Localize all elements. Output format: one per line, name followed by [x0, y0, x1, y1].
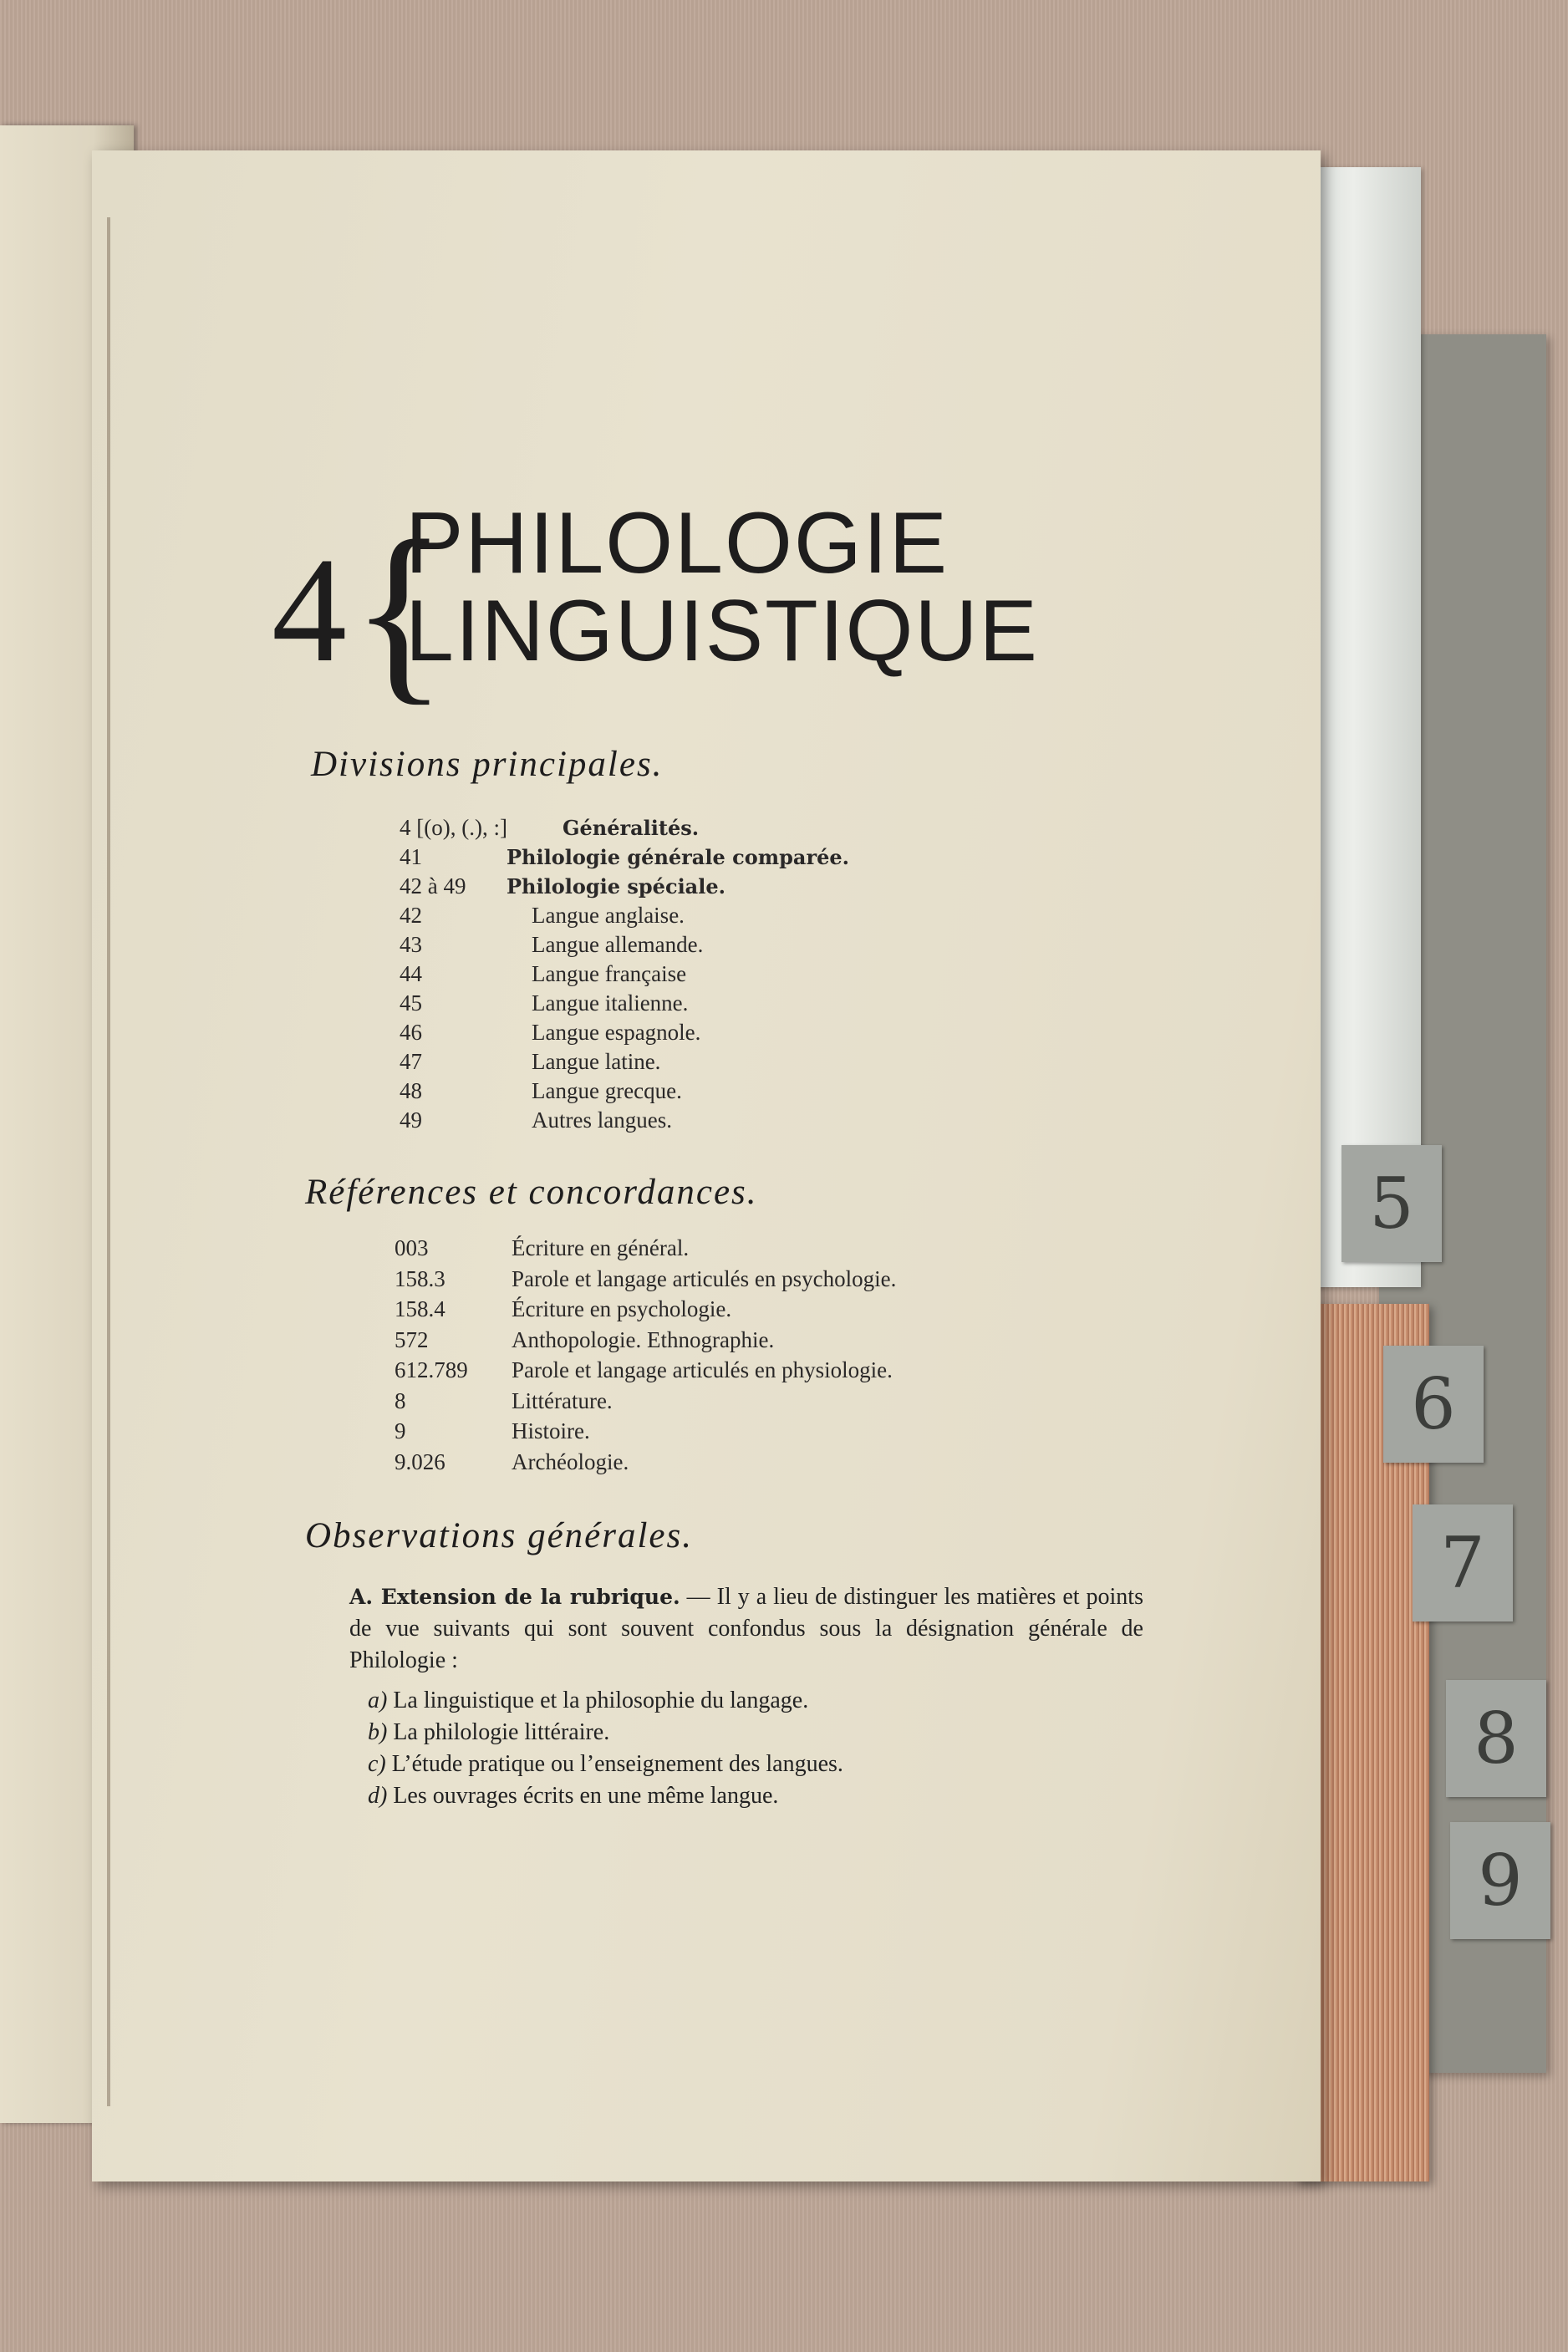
division-code: 45 [400, 990, 422, 1016]
thumb-tab-6[interactable]: 6 [1383, 1346, 1484, 1463]
reference-label: Littérature. [512, 1387, 613, 1413]
divisions-heading: Divisions principales. [311, 745, 664, 784]
thumb-tab-7[interactable]: 7 [1413, 1504, 1513, 1621]
observation-item: d) Les ouvrages écrits en une même langue. [368, 1783, 779, 1809]
observation-items [368, 1685, 843, 1812]
division-row [400, 1020, 700, 1046]
book-page [92, 150, 1321, 2181]
observation-item: c) L’étude pratique ou l’enseignement des langues. [368, 1751, 843, 1777]
division-row [400, 815, 699, 841]
reference-row [395, 1266, 896, 1292]
page-gutter [107, 217, 110, 2106]
reference-label: Écriture en psychologie. [512, 1296, 732, 1321]
reference-label: Écriture en général. [512, 1235, 690, 1260]
division-code: 4 [(o), (.), :] [400, 815, 507, 840]
division-row [400, 990, 688, 1016]
division-label: Autres langues. [532, 1107, 672, 1133]
reference-row [395, 1388, 613, 1414]
division-label: Langue anglaise. [532, 903, 685, 928]
division-row [400, 1078, 682, 1104]
reference-label: Histoire. [512, 1418, 590, 1443]
observation-lead: A. Extension de la rubrique. [349, 1585, 680, 1609]
thumb-tab-5[interactable]: 5 [1341, 1145, 1442, 1262]
reference-code: 9.026 [395, 1448, 445, 1474]
division-row [400, 961, 686, 987]
reference-label: Parole et langage articulés en physiologie. [512, 1357, 893, 1382]
references-heading: Références et concordances. [305, 1173, 758, 1212]
division-label: Philologie spéciale. [507, 874, 725, 899]
division-code: 43 [400, 932, 422, 957]
division-label: Langue allemande. [532, 932, 704, 957]
division-label: Langue italienne. [532, 990, 689, 1016]
division-row [400, 903, 685, 929]
observation-item: a) La linguistique et la philosophie du langage. [368, 1688, 809, 1713]
reference-code: 158.3 [395, 1265, 445, 1291]
reference-row [395, 1327, 774, 1353]
reference-row [395, 1296, 731, 1322]
division-code: 46 [400, 1020, 422, 1045]
division-label: Langue grecque. [532, 1078, 682, 1103]
observation-item: b) La philologie littéraire. [368, 1719, 610, 1745]
division-row [400, 932, 703, 958]
division-label: Langue espagnole. [532, 1020, 701, 1045]
reference-code: 003 [395, 1235, 429, 1260]
reference-row [395, 1235, 689, 1261]
division-row [400, 1107, 672, 1133]
division-row [400, 873, 725, 899]
division-code: 44 [400, 961, 422, 986]
division-row [400, 844, 849, 870]
reference-row [395, 1357, 893, 1383]
thumb-tab-9[interactable]: 9 [1450, 1822, 1550, 1939]
division-code: 41 [400, 844, 422, 869]
division-code: 48 [400, 1078, 422, 1103]
reference-row [395, 1418, 590, 1444]
division-code: 47 [400, 1049, 422, 1074]
division-code: 42 à 49 [400, 873, 466, 899]
reference-code: 9 [395, 1418, 406, 1443]
reference-code: 612.789 [395, 1357, 468, 1382]
reference-code: 158.4 [395, 1296, 445, 1321]
title-line-2: LINGUISTIQUE [405, 583, 1039, 680]
title-brace: { [351, 499, 448, 721]
division-label: Philologie générale comparée. [507, 845, 849, 869]
reference-label: Parole et langage articulés en psychologie. [512, 1265, 897, 1291]
title-line-1: PHILOLOGIE [405, 495, 949, 592]
thumb-index-blank-tab [1308, 167, 1421, 1287]
division-label: Langue française [532, 961, 687, 986]
reference-code: 572 [395, 1326, 429, 1352]
reference-code: 8 [395, 1387, 406, 1413]
division-code: 49 [400, 1107, 422, 1133]
observation-text: — Il y a lieu de distinguer les matières et points de vue suivants qui sont souvent confondus sous la désignation générale de Philologie : [349, 1584, 1143, 1673]
division-label: Généralités. [563, 816, 700, 840]
division-label: Langue latine. [532, 1049, 661, 1074]
observations-heading: Observations générales. [305, 1516, 693, 1555]
reference-label: Archéologie. [512, 1448, 629, 1474]
reference-label: Anthopologie. Ethnographie. [512, 1326, 775, 1352]
reference-row [395, 1449, 629, 1475]
thumb-tab-8[interactable]: 8 [1446, 1680, 1546, 1797]
class-number: 4 [272, 527, 347, 693]
observation-paragraph [349, 1581, 1143, 1677]
division-row [400, 1049, 660, 1075]
division-code: 42 [400, 903, 422, 928]
